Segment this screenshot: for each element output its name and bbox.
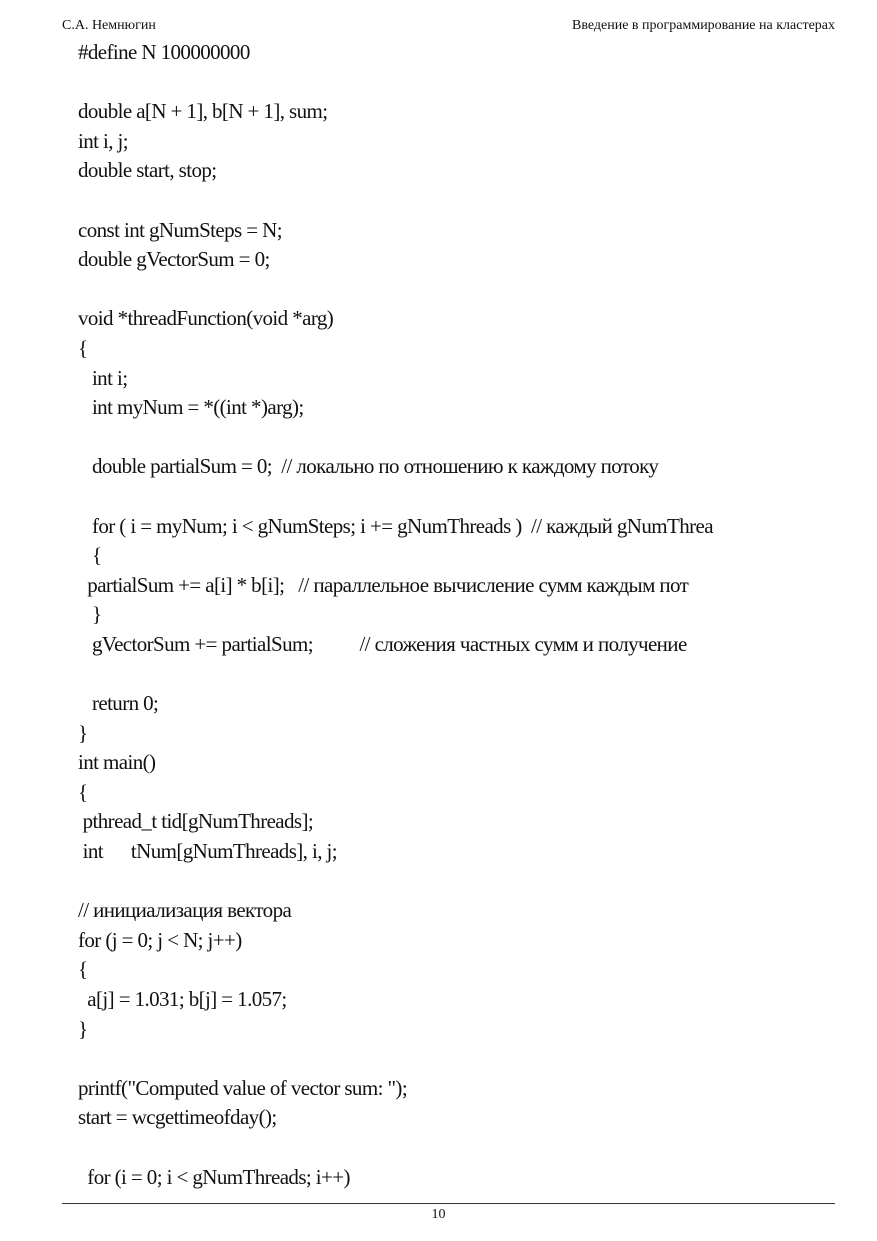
code-line	[78, 482, 835, 512]
code-line: a[j] = 1.031; b[j] = 1.057;	[78, 987, 287, 1011]
code-line: double start, stop;	[78, 158, 217, 183]
code-line	[78, 275, 835, 305]
code-line: int tNum[gNumThreads], i, j;	[78, 839, 337, 864]
code-line	[78, 68, 835, 98]
code-line: for (i = 0; i < gNumThreads; i++)	[78, 1164, 350, 1189]
code-line: double a[N + 1], b[N + 1], sum;	[78, 99, 328, 124]
code-line: int myNum = *((int *)arg);	[78, 395, 304, 420]
code-line	[78, 186, 835, 216]
code-line: void *threadFunction(void *arg)	[78, 306, 334, 331]
code-line: return 0;	[78, 691, 159, 716]
code-line: {	[78, 779, 88, 804]
code-line: const int gNumSteps = N;	[78, 217, 282, 242]
code-line: for (j = 0; j < N; j++)	[78, 927, 242, 952]
page-number: 10	[431, 1207, 446, 1222]
code-line: start = wcgettimeofday();	[78, 1105, 277, 1130]
code-line: double partialSum = 0; // локально по отношению к каждому потоку	[78, 454, 659, 479]
code-line: double gVectorSum = 0;	[78, 247, 270, 272]
code-line: partialSum += a[i] * b[i]; // параллельное вычисление сумм каждым пот	[78, 572, 689, 597]
code-listing	[78, 38, 835, 1192]
code-line: gVectorSum += partialSum; // сложения частных сумм и получение	[78, 631, 687, 656]
code-line	[78, 1044, 835, 1074]
footer-divider	[62, 1203, 835, 1204]
code-line: }	[78, 720, 88, 745]
code-line: int main()	[78, 750, 156, 775]
code-line: {	[78, 957, 88, 982]
code-line	[78, 423, 835, 453]
code-line: printf("Computed value of vector sum: ");	[78, 1075, 408, 1100]
code-line: int i;	[78, 365, 128, 390]
code-line	[78, 1133, 835, 1163]
code-line: {	[78, 335, 88, 360]
header-title: Введение в программирование на кластерах	[571, 18, 835, 33]
code-line	[78, 659, 835, 689]
code-line: pthread_t tid[gNumThreads];	[78, 809, 314, 834]
code-line: }	[78, 602, 102, 627]
header-author: С.А. Немнюгин	[62, 18, 156, 33]
code-line: int i, j;	[78, 128, 129, 153]
code-line: // инициализация вектора	[78, 898, 292, 923]
code-line: #define N 100000000	[78, 40, 250, 64]
code-line: {	[78, 543, 102, 568]
code-line	[78, 867, 835, 897]
code-line: for ( i = myNum; i < gNumSteps; i += gNumThreads ) // каждый gNumThrea	[78, 513, 713, 538]
code-line: }	[78, 1016, 88, 1041]
